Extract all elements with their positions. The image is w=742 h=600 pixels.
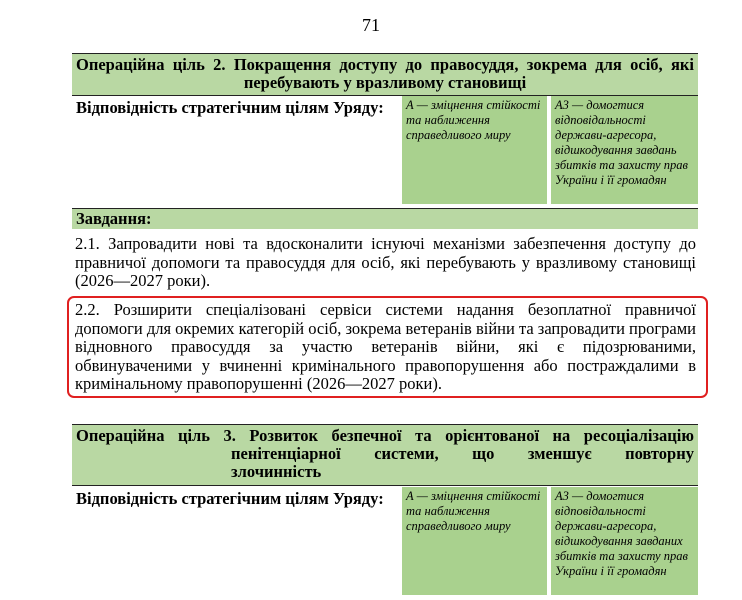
goal-3-strategic-goal-a3: А3 — домогтися відповідальності держави-агресора, відшкодування завданих збитків та захисту прав України і її громадян [551, 487, 698, 595]
goal-3-strategic-goal-a: А — зміцнення стійкості та наближення справедливого миру [402, 487, 547, 595]
goal-2-title-line2: перебувають у вразливому становищі [243, 73, 527, 92]
tasks-heading: Завдання: [72, 208, 698, 229]
page-number: 71 [362, 15, 380, 35]
goal-3-title-line2: пенітенціарної системи, що зменшує повторну [231, 444, 694, 463]
task-2-2: 2.2. Розширити спеціалізовані сервіси системи надання безоплатної правничої допомоги для окремих категорій осіб, зокрема ветеранів війни та запровадити програми відновного правосуддя за участю ветеранів війни, які є підозрюваними, обвинуваченими у вчиненні кримінального правопорушення або постраждалими в кримінальному правопорушенні (2026—2027 роки). [75, 300, 696, 393]
task-2-1: 2.1. Запровадити нові та вдосконалити існуючі механізми забезпечення доступу до правничої допомоги та правосуддя для осіб, які перебувають у вразливому становищі (2026—2027 роки). [75, 234, 696, 290]
goal-2-alignment-label: Відповідність стратегічним цілям Уряду: [76, 98, 384, 117]
goal-3-alignment-row [72, 487, 698, 597]
goal-3-alignment-label: Відповідність стратегічним цілям Уряду: [76, 489, 384, 508]
operational-goal-2-header [72, 53, 698, 96]
goal-2-strategic-goal-a3: А3 — домогтися відповідальності держави-агресора, відшкодування завдань збитків та захисту прав України і її громадян [551, 96, 698, 204]
goal-2-title-line1: Операційна ціль 2. Покращення доступу до правосуддя, зокрема для осіб, які [76, 55, 694, 74]
goal-3-title-line1: Операційна ціль 3. Розвиток безпечної та орієнтованої на ресоціалізацію [76, 426, 694, 445]
goal-2-alignment-row [72, 96, 698, 206]
goal-3-title-line3: злочинність [231, 462, 322, 481]
operational-goal-3-header [72, 424, 698, 486]
goal-2-strategic-goal-a: А — зміцнення стійкості та наближення справедливого миру [402, 96, 547, 204]
